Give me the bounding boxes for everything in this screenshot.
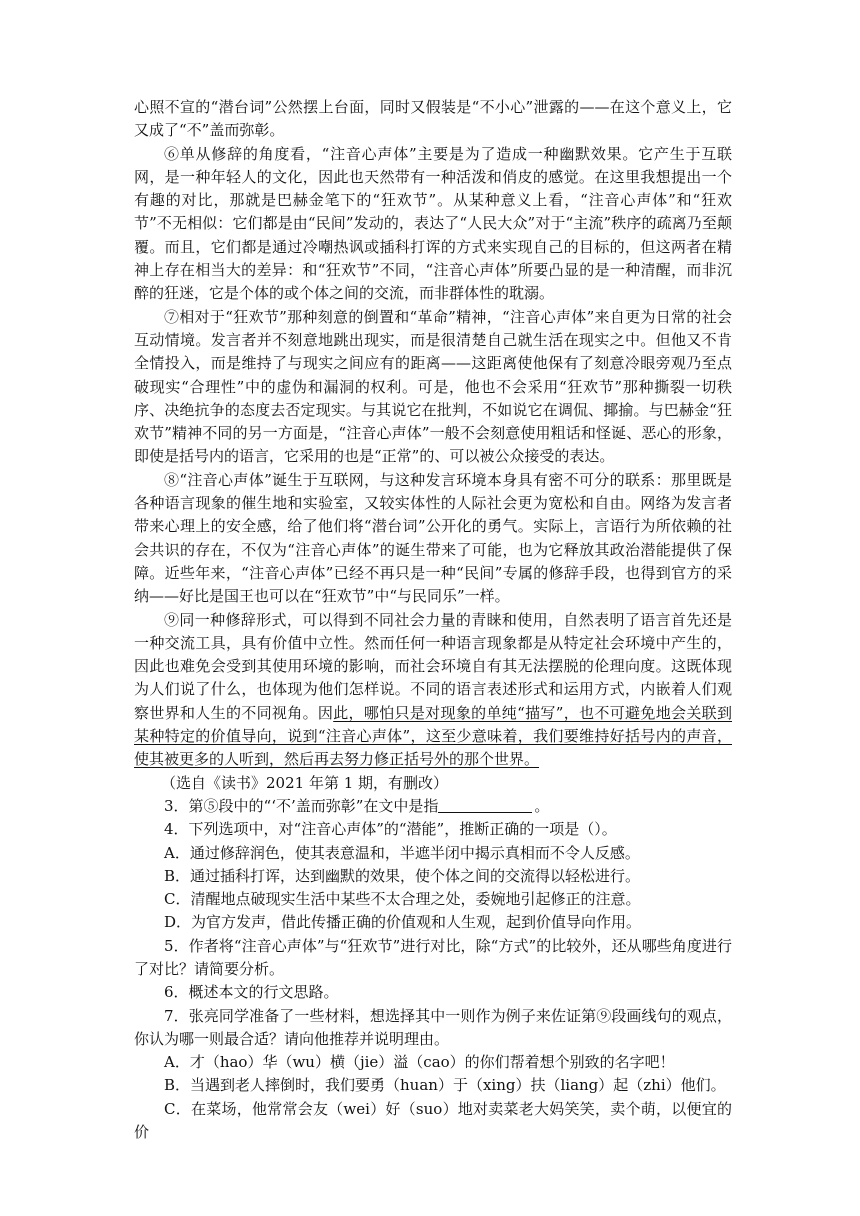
question-4-option-b: B．通过插科打诨，达到幽默的效果，使个体之间的交流得以轻松进行。 xyxy=(164,866,641,885)
answer-blank[interactable] xyxy=(438,796,532,813)
source-citation: （选自《读书》2021 年第 1 期，有删改） xyxy=(161,773,449,792)
paragraph-7: ⑦相对于“狂欢节”那种刻意的倒置和“革命”精神，“注音心声体”来自更为日常的社会互动情境。发言者并不刻意地跳出现实，而是很清楚自己就生活在现实之中。但他又不肯全情投入，而是维持了与现实之间应有的距离——这距离使他保有了刻意冷眼旁观乃至点破现实“合理性”中的虚伪和漏洞的权利。可是，他也不会采用“狂欢节”那种撕裂一切秩序、决绝抗争的态度去否定现实。与其说它在批判，不如说它在调侃、揶揄。与巴赫金“狂欢节”精神不同的另一方面是，“注音心声体”一般不会刻意使用粗话和怪诞、恶心的形象，即使是括号内的语言，它采用的也是“正常”的、可以被公众接受的表达。 xyxy=(134,307,732,466)
paragraph-9 xyxy=(134,609,732,772)
question-5: 5．作者将“注音心声体”与“狂欢节”进行对比，除“方式”的比较外，还从哪些角度进行了对比？请简要分析。 xyxy=(134,936,732,978)
question-7-option-b: B．当遇到老人摔倒时，我们要勇（huan）于（xing）扶（liang）起（zhi）他们。 xyxy=(164,1076,726,1095)
question-7-option-c: C．在菜场，他常常会友（wei）好（suo）地对卖菜老大妈笑笑，卖个萌，以便宜的价 xyxy=(134,1099,732,1142)
question-3-text: 3．第⑤段中的“‘不’盖而弥彰”在文中是指 xyxy=(164,796,439,815)
question-4-option-d: D．为官方发声，借此传播正确的价值观和人生观，起到价值导向作用。 xyxy=(164,913,642,932)
question-7: 7．张亮同学准备了一些材料，想选择其中一则作为例子来佐证第⑨段画线句的观点，你认为哪一则最合适？请向他推荐并说明理由。 xyxy=(134,1006,732,1048)
question-3 xyxy=(134,795,732,818)
underlined-sentence: 此，哪怕只是对现象的单纯“描写”，也不可避免地会关联到某种特定的价值导向，说到“注音心声体”，这至少意味着，我们要维持好括号内的声音，使其被更多的人听到，然后再去努力修正括号外的那个世界。 xyxy=(134,703,732,769)
question-4-option-c: C．清醒地点破现实生活中某些不太合理之处，委婉地引起修正的注意。 xyxy=(164,890,641,909)
question-4: 4．下列选项中，对“注音心声体”的“潜能”，推断正确的一项是（）。 xyxy=(164,820,617,839)
question-4-option-a: A．通过修辞润色，使其表意温和，半遮半闭中揭示真相而不令人反感。 xyxy=(164,843,640,862)
question-7-option-a: A．才（hao）华（wu）横（jie）溢（cao）的你们帮着想个别致的名字吧！ xyxy=(164,1053,675,1072)
paragraph-6: ⑥单从修辞的角度看，“注音心声体”主要是为了造成一种幽默效果。它产生于互联网，是一种年轻人的文化，因此也天然带有一种活泼和俏皮的感觉。在这里我想提出一个有趣的对比，那就是巴赫金笔下的“狂欢节”。从某种意义上看，“注音心声体”和“狂欢节”不无相似：它们都是由“民间”发动的，表达了“人民大众”对于“主流”秩序的疏离乃至颠覆。而且，它们都是通过冷嘲热讽或插科打诨的方式来实现自己的目标的，但这两者在精神上存在相当大的差异：和“狂欢节”不同，“注音心声体”所要凸显的是一种清醒，而非沉醉的狂迷，它是个体的或个体之间的交流，而非群体性的耽溺。 xyxy=(134,144,732,303)
question-3-end: 。 xyxy=(534,796,550,815)
paragraph-8: ⑧“注音心声体”诞生于互联网，与这种发言环境本身具有密不可分的联系：那里既是各种语言现象的催生地和实验室，又较实体性的人际社会更为宽松和自由。网络为发言者带来心理上的安全感，给了他们将“潜台词”公开化的勇气。实际上，言语行为所依赖的社会共识的存在，不仅为“注音心声体”的诞生带来了可能，也为它释放其政治潜能提供了保障。近些年来，“注音心声体”已经不再只是一种“民间”专属的修辞手段，也得到官方的采纳——好比是国王也可以在“狂欢节”中“与民同乐”一样。 xyxy=(134,470,732,606)
paragraph-9-text: ⑨同一种修辞形式，可以得到不同社会力量的青睐和使用，自然表明了语言首先还是一种交流工具，具有价值中立性。然而任何一种语言现象都是从特定社会环境中产生的，因此也难免会受到其使用环境的影响，而社会环境自有其无法摆脱的伦理向度。这既体现为人们说了什么，也体现为他们怎样说。不同的语言表述形式和运用方式，内嵌着人们观察世界和人生的不同视角。因 xyxy=(134,610,732,722)
question-6: 6．概述本文的行文思路。 xyxy=(164,983,339,1002)
paragraph-5-continued: 心照不宣的“潜台词”公然摆上台面，同时又假装是“不小心”泄露的——在这个意义上，它又成了“不”盖而弥彰。 xyxy=(134,98,732,140)
